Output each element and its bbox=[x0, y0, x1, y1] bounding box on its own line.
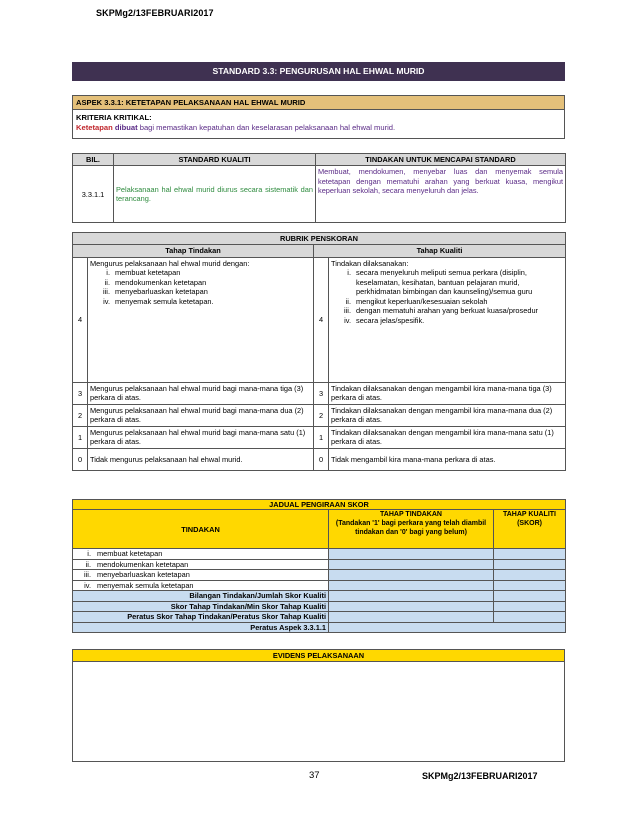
evidens-input-area[interactable] bbox=[73, 662, 564, 761]
score-kualiti: 3 bbox=[314, 382, 329, 404]
item-numeral: ii. bbox=[85, 559, 91, 569]
kualiti-text: Tidak mengambil kira mana-mana perkara di atas. bbox=[329, 448, 566, 470]
tahap-kualiti-input[interactable] bbox=[494, 549, 566, 559]
jadual-item bbox=[73, 559, 329, 569]
standard-table-header bbox=[73, 154, 566, 166]
rubrik-row-4 bbox=[73, 257, 566, 382]
tindakan-4-item bbox=[90, 297, 311, 306]
score-kualiti: 4 bbox=[314, 257, 329, 382]
aspek-box bbox=[72, 95, 565, 139]
rubrik-row bbox=[73, 404, 566, 426]
tindakan-4-item bbox=[90, 278, 311, 287]
page-number: 37 bbox=[309, 770, 320, 781]
summary-label: Peratus Aspek 3.3.1.1 bbox=[73, 622, 329, 632]
tindakan-4-cell bbox=[88, 257, 314, 382]
jadual-item bbox=[73, 549, 329, 559]
summary-tindakan-value[interactable] bbox=[329, 612, 494, 622]
jadual-col-tahap-tindakan bbox=[329, 510, 494, 549]
aspek-title: ASPEK 3.3.1: KETETAPAN PELAKSANAAN HAL EHWAL MURID bbox=[73, 96, 564, 110]
kualiti-text: Tindakan dilaksanakan dengan mengambil kira mana-mana dua (2) perkara di atas. bbox=[329, 404, 566, 426]
tahap-tindakan-input[interactable] bbox=[329, 559, 494, 569]
item-numeral: i. bbox=[347, 268, 351, 278]
summary-tindakan-value[interactable] bbox=[329, 591, 494, 601]
item-text: secara jelas/spesifik. bbox=[356, 315, 425, 325]
jadual-item bbox=[73, 580, 329, 590]
item-text: menyemak semula ketetapan bbox=[97, 580, 194, 590]
tahap-tindakan-input[interactable] bbox=[329, 580, 494, 590]
jadual-col-tindakan: TINDAKAN bbox=[73, 510, 329, 549]
item-text: secara menyeluruh meliputi semua perkara (disiplin, keselamatan, kesihatan, bantuan pelajaran murid, perkhidmatan bimbingan dan kaunseling)/semua guru bbox=[356, 268, 533, 297]
jadual-item bbox=[73, 570, 329, 580]
evidens-title: EVIDENS PELAKSANAAN bbox=[73, 650, 564, 662]
summary-label: Bilangan Tindakan/Jumlah Skor Kualiti bbox=[73, 591, 329, 601]
jadual-item-row bbox=[73, 549, 566, 559]
kualiti-4-item bbox=[331, 297, 563, 306]
item-numeral: iii. bbox=[344, 306, 351, 316]
item-numeral: iii. bbox=[84, 570, 91, 580]
standard-title-banner: STANDARD 3.3: PENGURUSAN HAL EHWAL MURID bbox=[72, 62, 565, 81]
tindakan-text: Mengurus pelaksanaan hal ehwal murid bagi mana-mana satu (1) perkara di atas. bbox=[88, 426, 314, 448]
tahap-tindakan-label: TAHAP TINDAKAN bbox=[380, 511, 442, 519]
jadual-pengiraan-skor-table bbox=[72, 499, 566, 633]
jadual-item-row bbox=[73, 580, 566, 590]
jadual-item-row bbox=[73, 559, 566, 569]
bil-value: 3.3.1.1 bbox=[73, 166, 114, 223]
jadual-title: JADUAL PENGIRAAN SKOR bbox=[73, 500, 566, 510]
summary-label: Peratus Skor Tahap Tindakan/Peratus Skor Tahap Kualiti bbox=[73, 612, 329, 622]
item-numeral: iii. bbox=[103, 287, 110, 297]
tahap-tindakan-note: (Tandakan '1' bagi perkara yang telah diambil tindakan dan '0' bagi yang belum) bbox=[335, 520, 487, 537]
jadual-item-line bbox=[75, 560, 326, 569]
kualiti-4-item bbox=[331, 316, 563, 325]
rubrik-title: RUBRIK PENSKORAN bbox=[73, 233, 566, 245]
tindakan-4-intro: Mengurus pelaksanaan hal ehwal murid dengan: bbox=[90, 258, 250, 268]
item-numeral: iv. bbox=[84, 580, 91, 590]
item-numeral: ii. bbox=[104, 277, 110, 287]
item-numeral: i. bbox=[87, 549, 91, 559]
jadual-summary-row bbox=[73, 591, 566, 601]
summary-kualiti-value[interactable] bbox=[494, 591, 566, 601]
jadual-item-line bbox=[75, 570, 326, 579]
score-tindakan: 1 bbox=[73, 426, 88, 448]
kriteria-rest: bagi memastikan kepatuhan dan keselarasan pelaksanaan hal ehwal murid. bbox=[137, 123, 396, 133]
score-tindakan: 3 bbox=[73, 382, 88, 404]
summary-tindakan-value[interactable] bbox=[329, 601, 494, 611]
item-text: membuat ketetapan bbox=[115, 268, 181, 278]
item-numeral: ii. bbox=[345, 296, 351, 306]
rubrik-col-tindakan: Tahap Tindakan bbox=[73, 245, 314, 257]
kualiti-4-item bbox=[331, 306, 563, 315]
item-numeral: iv. bbox=[103, 296, 110, 306]
kualiti-text: Tindakan dilaksanakan dengan mengambil kira mana-mana satu (1) perkara di atas. bbox=[329, 426, 566, 448]
header-tindakan: TINDAKAN UNTUK MENCAPAI STANDARD bbox=[316, 154, 566, 166]
standard-kualiti-text: Pelaksanaan hal ehwal murid diurus secara sistematik dan terancang. bbox=[114, 166, 316, 223]
peratus-aspek-value[interactable] bbox=[329, 622, 566, 632]
jadual-item-line bbox=[75, 549, 326, 558]
header-standard-kualiti: STANDARD KUALITI bbox=[114, 154, 316, 166]
item-text: menyebarluaskan ketetapan bbox=[97, 570, 190, 580]
score-kualiti: 1 bbox=[314, 426, 329, 448]
item-text: menyemak semula ketetapan. bbox=[115, 296, 214, 306]
tindakan-4-list bbox=[90, 268, 311, 306]
jadual-summary-row bbox=[73, 622, 566, 632]
jadual-item-line bbox=[75, 581, 326, 590]
rubrik-row bbox=[73, 426, 566, 448]
summary-kualiti-value[interactable] bbox=[494, 601, 566, 611]
tindakan-text: Membuat, mendokumen, menyebar luas dan menyemak semula ketetapan dengan mematuhi arahan yang berkuat kuasa, mengikut keperluan sekolah, secara menyeluruh dan jelas. bbox=[316, 166, 566, 223]
jadual-col-tahap-kualiti: TAHAP KUALITI (SKOR) bbox=[494, 510, 566, 549]
document-code-header: SKPMg2/13FEBRUARI2017 bbox=[96, 8, 214, 18]
item-text: menyebarluaskan ketetapan bbox=[115, 287, 208, 297]
item-text: membuat ketetapan bbox=[97, 549, 163, 559]
kualiti-4-cell bbox=[329, 257, 566, 382]
tahap-tindakan-input[interactable] bbox=[329, 549, 494, 559]
tahap-kualiti-input[interactable] bbox=[494, 559, 566, 569]
kriteria-keyword: Ketetapan bbox=[76, 123, 113, 133]
summary-label: Skor Tahap Tindakan/Min Skor Tahap Kualiti bbox=[73, 601, 329, 611]
item-text: dengan mematuhi arahan yang berkuat kuasa/prosedur bbox=[356, 306, 539, 316]
jadual-item-row bbox=[73, 570, 566, 580]
summary-kualiti-value[interactable] bbox=[494, 612, 566, 622]
score-tindakan: 0 bbox=[73, 448, 88, 470]
score-kualiti: 2 bbox=[314, 404, 329, 426]
rubrik-col-kualiti: Tahap Kualiti bbox=[314, 245, 566, 257]
score-tindakan: 2 bbox=[73, 404, 88, 426]
tahap-kualiti-input[interactable] bbox=[494, 580, 566, 590]
standard-kualiti-table bbox=[72, 153, 566, 223]
kualiti-4-item bbox=[331, 268, 563, 296]
tindakan-text: Tidak mengurus pelaksanaan hal ehwal murid. bbox=[88, 448, 314, 470]
kualiti-4-intro: Tindakan dilaksanakan: bbox=[331, 258, 409, 268]
rubrik-penskoran-table bbox=[72, 232, 566, 471]
jadual-summary-row bbox=[73, 601, 566, 611]
kualiti-4-list bbox=[331, 268, 563, 325]
item-text: mendokumenkan ketetapan bbox=[97, 559, 189, 569]
jadual-summary-row bbox=[73, 612, 566, 622]
rubrik-row bbox=[73, 382, 566, 404]
rubrik-row bbox=[73, 448, 566, 470]
tindakan-text: Mengurus pelaksanaan hal ehwal murid bagi mana-mana dua (2) perkara di atas. bbox=[88, 404, 314, 426]
kriteria-label: KRITERIA KRITIKAL: bbox=[76, 113, 152, 122]
item-numeral: i. bbox=[106, 268, 110, 278]
evidens-box bbox=[72, 649, 565, 762]
tindakan-text: Mengurus pelaksanaan hal ehwal murid bagi mana-mana tiga (3) perkara di atas. bbox=[88, 382, 314, 404]
tindakan-4-item bbox=[90, 287, 311, 296]
document-code-footer: SKPMg2/13FEBRUARI2017 bbox=[422, 771, 538, 781]
header-bil: BIL. bbox=[73, 154, 114, 166]
kriteria-text bbox=[76, 123, 561, 133]
score-tindakan: 4 bbox=[73, 257, 88, 382]
item-numeral: iv. bbox=[344, 315, 351, 325]
score-kualiti: 0 bbox=[314, 448, 329, 470]
kriteria-kritikal bbox=[73, 110, 564, 138]
tindakan-4-item bbox=[90, 268, 311, 277]
standard-table-row bbox=[73, 166, 566, 223]
item-text: mendokumenkan ketetapan bbox=[115, 277, 207, 287]
kualiti-text: Tindakan dilaksanakan dengan mengambil kira mana-mana tiga (3) perkara di atas. bbox=[329, 382, 566, 404]
kriteria-verb: dibuat bbox=[112, 123, 138, 133]
tahap-tindakan-input[interactable] bbox=[329, 570, 494, 580]
tahap-kualiti-input[interactable] bbox=[494, 570, 566, 580]
item-text: mengikut keperluan/kesesuaian sekolah bbox=[356, 296, 488, 306]
